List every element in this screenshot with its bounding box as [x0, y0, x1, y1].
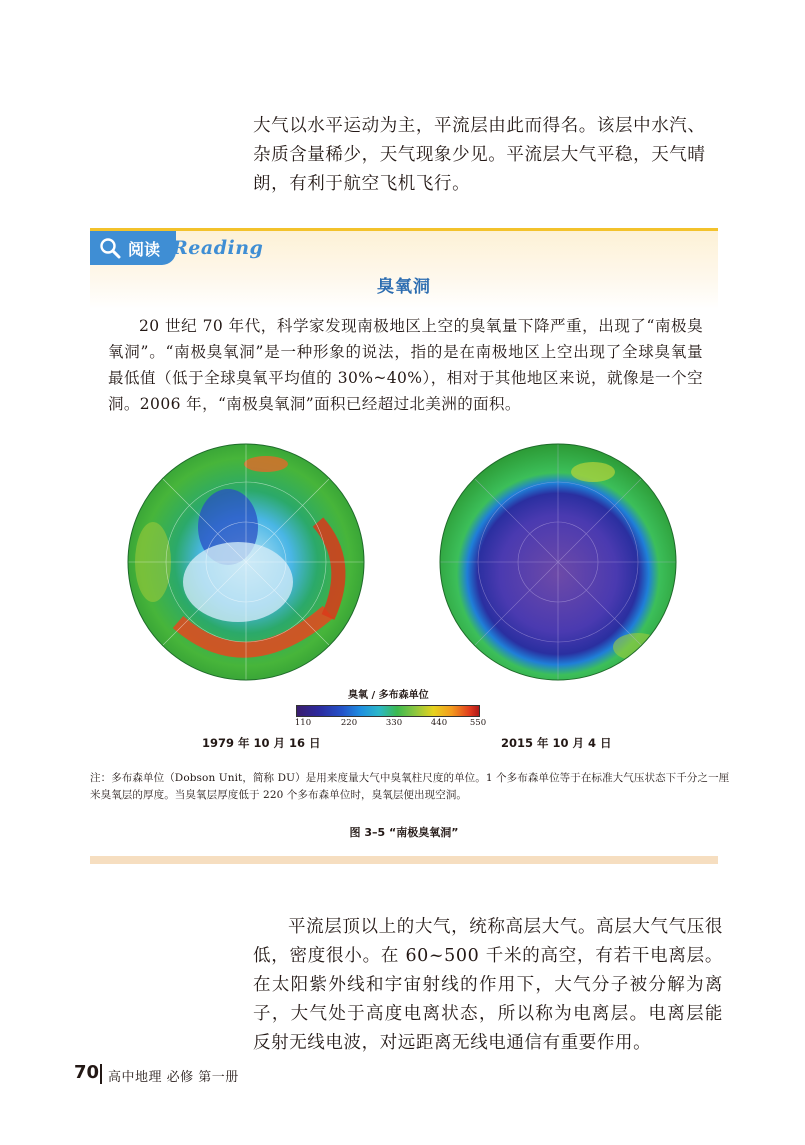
colorbar-tick: 550: [469, 718, 487, 728]
ozone-globe-2015: [440, 444, 676, 680]
colorbar-tick: 440: [430, 718, 448, 728]
top-paragraph: 大气以水平运动为主，平流层由此而得名。该层中水汽、杂质含量稀少，天气现象少见。平流层大气平稳，天气晴朗，有利于航空飞机飞行。: [253, 116, 706, 194]
figure-caption: 图 3–5 “南极臭氧洞”: [349, 826, 459, 839]
date-label-1979: 1979 年 10 月 16 日: [202, 736, 321, 750]
date-label-2015: 2015 年 10 月 4 日: [501, 736, 612, 750]
colorbar-tick: 110: [294, 718, 312, 728]
reading-body: 20 世纪 70 年代，科学家发现南极地区上空的臭氧量下降严重，出现了“南极臭氧洞”。“南极臭氧洞”是一种形象的说法，指的是在南极地区上空出现了全球臭氧量最低值（低于全球臭氧平均值的 30%~40%），相对于其他地区来说，就像是一个空洞。2006 年，“南极臭氧洞”面积已经超过北美洲的面积。: [108, 317, 703, 413]
magnifier-icon: [98, 236, 122, 260]
book-title: 高中地理 必修 第一册: [108, 1070, 239, 1085]
colorbar-tick: 220: [340, 718, 358, 728]
ozone-globe-1979: [128, 444, 364, 680]
colorbar-ticks: [290, 718, 490, 730]
reading-box: [90, 228, 730, 864]
page-number: 70: [74, 1062, 100, 1083]
ozone-colorbar: [296, 705, 480, 717]
reading-tab-label: 阅读: [128, 240, 161, 259]
reading-bottom-band: [90, 856, 718, 864]
colorbar-label: 臭氧 / 多布森单位: [348, 690, 429, 701]
ozone-maps-figure: [118, 432, 690, 682]
reading-title: 臭氧洞: [377, 277, 431, 297]
colorbar-tick: 330: [385, 718, 403, 728]
reading-tab-label-en: Reading: [172, 237, 264, 259]
reading-tab: [90, 231, 176, 265]
figure-note: 注：多布森单位（Dobson Unit，简称 DU）是用来度量大气中臭氧柱尺度的单位。1 个多布森单位等于在标准大气压状态下千分之一厘米臭氧层的厚度。当臭氧层厚度低于 220 个多布森单位时，臭氧层便出现空洞。: [90, 772, 730, 801]
bottom-paragraph: 平流层顶以上的大气，统称高层大气。高层大气气压很低，密度很小。在 60~500 千米的高空，有若干电离层。在太阳紫外线和宇宙射线的作用下，大气分子被分解为离子，大气处于高度电离状态，所以称为电离层。电离层能反射无线电波，对远距离无线电通信有重要作用。: [253, 917, 723, 1053]
footer-divider: [100, 1064, 102, 1084]
